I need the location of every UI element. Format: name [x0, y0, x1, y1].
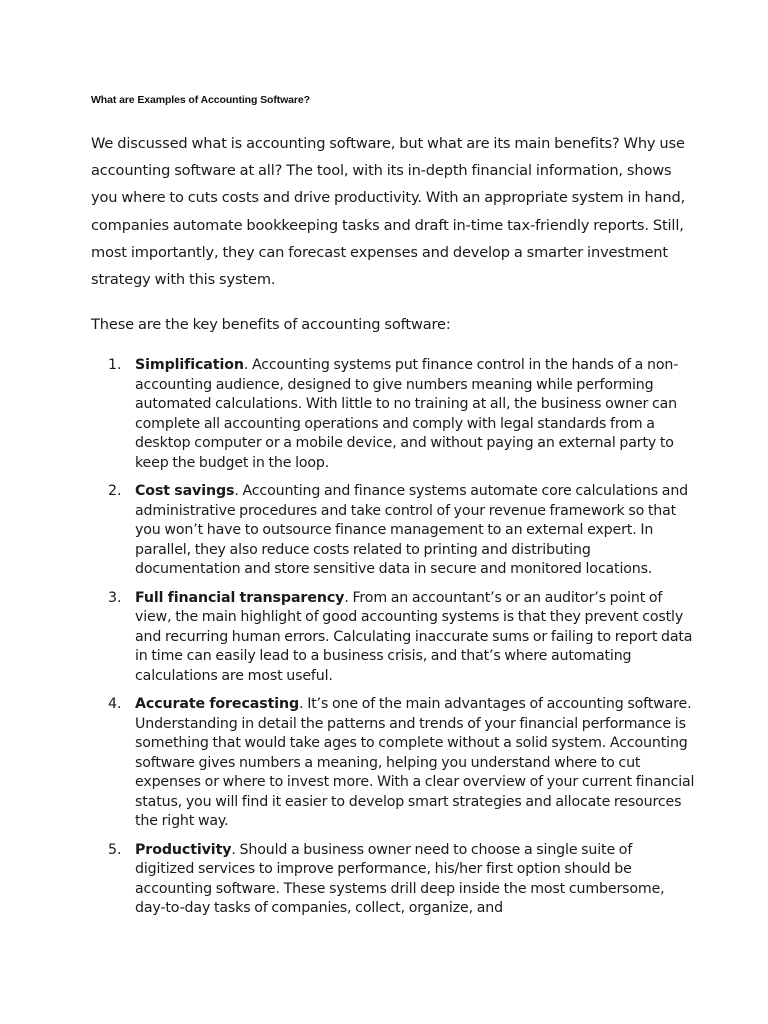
benefit-body — [135, 356, 695, 473]
benefit-text: . Accounting and finance systems automate core calculations and administrative procedures and take control of your revenue framework so that you won’t have to outsource finance management to an external expert. In parallel, they also reduce costs related to printing and distributing documentation and store sensitive data in secure and monitored locations. — [135, 483, 689, 577]
benefit-body — [135, 482, 695, 580]
benefit-item-cost-savings — [0, 482, 768, 580]
benefit-title: Productivity — [135, 841, 232, 858]
benefit-number: 1. — [108, 357, 122, 373]
benefit-text: . Accounting systems put finance control in the hands of a non-accounting audience, designed to give numbers meaning while performing automated calculations. With little to no training at all, the business owner can complete all accounting operations and comply with legal standards from a desktop computer or a mobile device, and without paying an external party to keep the budget in the loop. — [135, 357, 679, 471]
benefit-title: Accurate forecasting — [135, 696, 300, 712]
benefit-text: . It’s one of the main advantages of accounting software. Understanding in detail the patterns and trends of your financial performance is something that would take ages to complete without a solid system. Accounting software gives numbers a meaning, helping you understand where to cut expenses or where to invest more. With a clear overview of your current financial status, you will find it easier to develop smart strategies and allocate resources the right way. — [135, 696, 695, 829]
benefit-item-simplification — [0, 356, 768, 473]
benefit-title: Simplification — [135, 357, 244, 373]
document-heading: What are Examples of Accounting Software? — [91, 94, 310, 106]
intro-paragraph: We discussed what is accounting software, but what are its main benefits? Why use accounting software at all? The tool, with its in-depth financial information, shows you where to cuts costs and drive productivity. With an appropriate system in hand, companies automate bookkeeping tasks and draft in-time tax-friendly reports. Still, most importantly, they can forecast expenses and develop a smarter investment strategy with this system. — [91, 135, 686, 289]
benefits-lead-paragraph: These are the key benefits of accounting software: — [91, 316, 451, 333]
benefit-text: . From an accountant’s or an auditor’s point of view, the main highlight of good accounting systems is that they prevent costly and recurring human errors. Calculating inaccurate sums or failing to report data in time can easily lead to a business crisis, and that’s where automating calculations are most useful. — [135, 589, 693, 684]
benefit-number: 3. — [108, 589, 122, 606]
benefit-number: 4. — [108, 696, 122, 712]
benefit-body — [135, 589, 695, 687]
benefit-body — [135, 841, 695, 919]
benefit-title: Full financial transparency — [135, 589, 345, 606]
benefit-item-financial-transparency — [0, 589, 768, 687]
benefit-number: 5. — [108, 841, 122, 858]
benefit-body — [135, 695, 695, 832]
benefit-text: . Should a business owner need to choose a single suite of digitized services to improve performance, his/her first option should be accounting software. These systems drill deep inside the most cumbersome, day-to-day tasks of companies, collect, organize, and — [135, 841, 665, 916]
benefit-title: Cost savings — [135, 483, 235, 499]
benefit-item-accurate-forecasting — [0, 695, 768, 832]
benefits-list — [0, 356, 768, 928]
benefit-item-productivity — [0, 841, 768, 919]
benefit-number: 2. — [108, 483, 122, 499]
